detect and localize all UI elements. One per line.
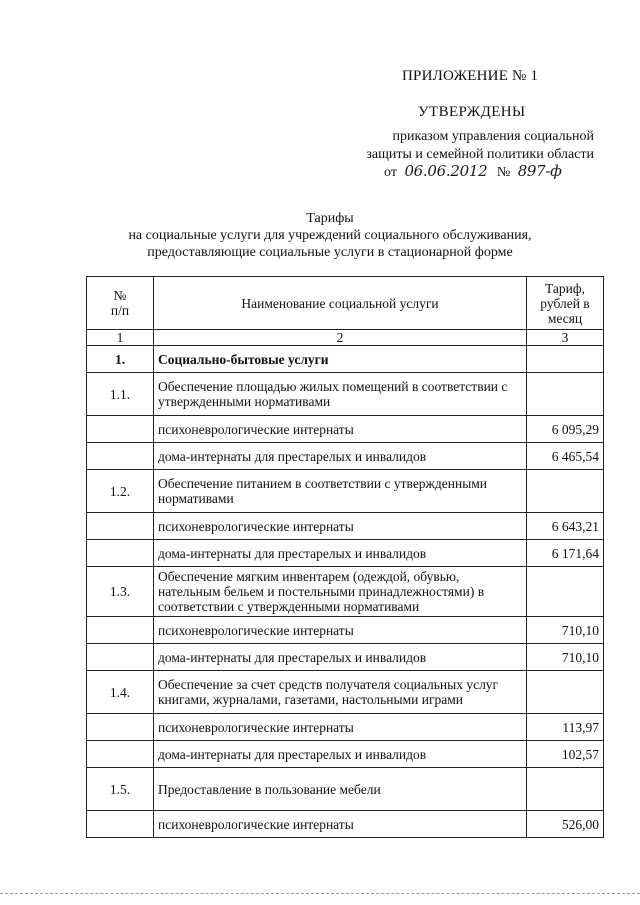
row-service-name: дома-интернаты для престарелых и инвалидов (154, 540, 527, 567)
row-index (87, 741, 154, 768)
row-service-name: Обеспечение за счет средств получателя социальных услуг книгами, журналами, газетами, настольными играми (154, 671, 527, 714)
row-tariff: 526,00 (527, 811, 604, 838)
row-service-name: Предоставление в пользование мебели (154, 768, 527, 811)
handwritten-order-date: 06.06.2012 (404, 162, 488, 180)
table-row (87, 540, 604, 567)
header-name-text: Наименование социальной услуги (241, 295, 439, 311)
row-service-name: Обеспечение питанием в соответствии с утвержденными нормативами (154, 470, 527, 513)
row-index (87, 513, 154, 540)
row-tariff: 710,10 (527, 617, 604, 644)
table-header-row (87, 277, 604, 330)
row-index (87, 617, 154, 644)
row-index (87, 416, 154, 443)
table-row (87, 811, 604, 838)
approved-label: УТВЕРЖДЕНЫ (418, 104, 526, 120)
appendix-label: ПРИЛОЖЕНИЕ № 1 (402, 68, 539, 84)
header-tariff-text: Тариф, рублей в месяц (540, 280, 590, 326)
row-tariff (527, 373, 604, 416)
order-reference (384, 162, 562, 181)
row-index (87, 811, 154, 838)
table-row (87, 346, 604, 373)
table-row (87, 443, 604, 470)
row-index: 1.1. (87, 373, 154, 416)
row-index (87, 443, 154, 470)
table-row (87, 714, 604, 741)
row-tariff: 710,10 (527, 644, 604, 671)
row-service-name: психоневрологические интернаты (154, 811, 527, 838)
title-line-3: предоставляющие социальные услуги в стационарной форме (147, 245, 513, 260)
column-number: 1 (87, 330, 154, 346)
order-description (366, 128, 594, 164)
table-row (87, 741, 604, 768)
row-index (87, 644, 154, 671)
table-row (87, 513, 604, 540)
row-index: 1.3. (87, 567, 154, 617)
title-line-1: Тарифы (306, 211, 354, 226)
row-service-name: Обеспечение мягким инвентарем (одеждой, обувью, нательным бельем и постельными принадлежностями) в соответствии с утвержденными нормативами (154, 567, 527, 617)
order-line-2: защиты и семейной политики области (366, 147, 594, 162)
header-num (87, 277, 154, 330)
handwritten-order-number: 897-ф (517, 162, 562, 180)
row-tariff (527, 470, 604, 513)
order-number-sign: № (496, 165, 511, 180)
table-row (87, 416, 604, 443)
row-index: 1.2. (87, 470, 154, 513)
order-from-label: от (384, 165, 397, 180)
row-service-name: психоневрологические интернаты (154, 617, 527, 644)
row-tariff: 102,57 (527, 741, 604, 768)
table-row (87, 671, 604, 714)
row-index: 1.4. (87, 671, 154, 714)
column-number-row (87, 330, 604, 346)
table-row (87, 373, 604, 416)
row-tariff: 6 171,64 (527, 540, 604, 567)
row-tariff: 6 465,54 (527, 443, 604, 470)
table-row (87, 644, 604, 671)
tariffs-table (86, 276, 604, 838)
row-tariff: 6 095,29 (527, 416, 604, 443)
header-num-text: № п/п (110, 288, 130, 318)
row-service-name: дома-интернаты для престарелых и инвалидов (154, 443, 527, 470)
row-index (87, 714, 154, 741)
row-service-name: дома-интернаты для престарелых и инвалидов (154, 644, 527, 671)
row-service-name: психоневрологические интернаты (154, 416, 527, 443)
row-index (87, 540, 154, 567)
row-service-name: Обеспечение площадью жилых помещений в соответствии с утвержденными нормативами (154, 373, 527, 416)
table-row (87, 470, 604, 513)
row-tariff (527, 567, 604, 617)
row-tariff (527, 768, 604, 811)
row-index: 1.5. (87, 768, 154, 811)
title-line-2: на социальные услуги для учреждений социального обслуживания, (128, 228, 532, 243)
header-name (154, 277, 527, 330)
table-row (87, 768, 604, 811)
column-number: 2 (154, 330, 527, 346)
row-tariff (527, 671, 604, 714)
header-tariff (527, 277, 604, 330)
row-service-name: психоневрологические интернаты (154, 714, 527, 741)
row-service-name: психоневрологические интернаты (154, 513, 527, 540)
order-line-1: приказом управления социальной (392, 129, 594, 144)
table-row (87, 617, 604, 644)
row-tariff: 113,97 (527, 714, 604, 741)
document-title (80, 210, 580, 261)
row-tariff (527, 346, 604, 373)
row-index: 1. (87, 346, 154, 373)
table-body (87, 346, 604, 838)
row-tariff: 6 643,21 (527, 513, 604, 540)
table-row (87, 567, 604, 617)
row-service-name: Социально-бытовые услуги (154, 346, 527, 373)
column-number: 3 (527, 330, 604, 346)
row-service-name: дома-интернаты для престарелых и инвалидов (154, 741, 527, 768)
scan-edge-divider (0, 893, 640, 894)
